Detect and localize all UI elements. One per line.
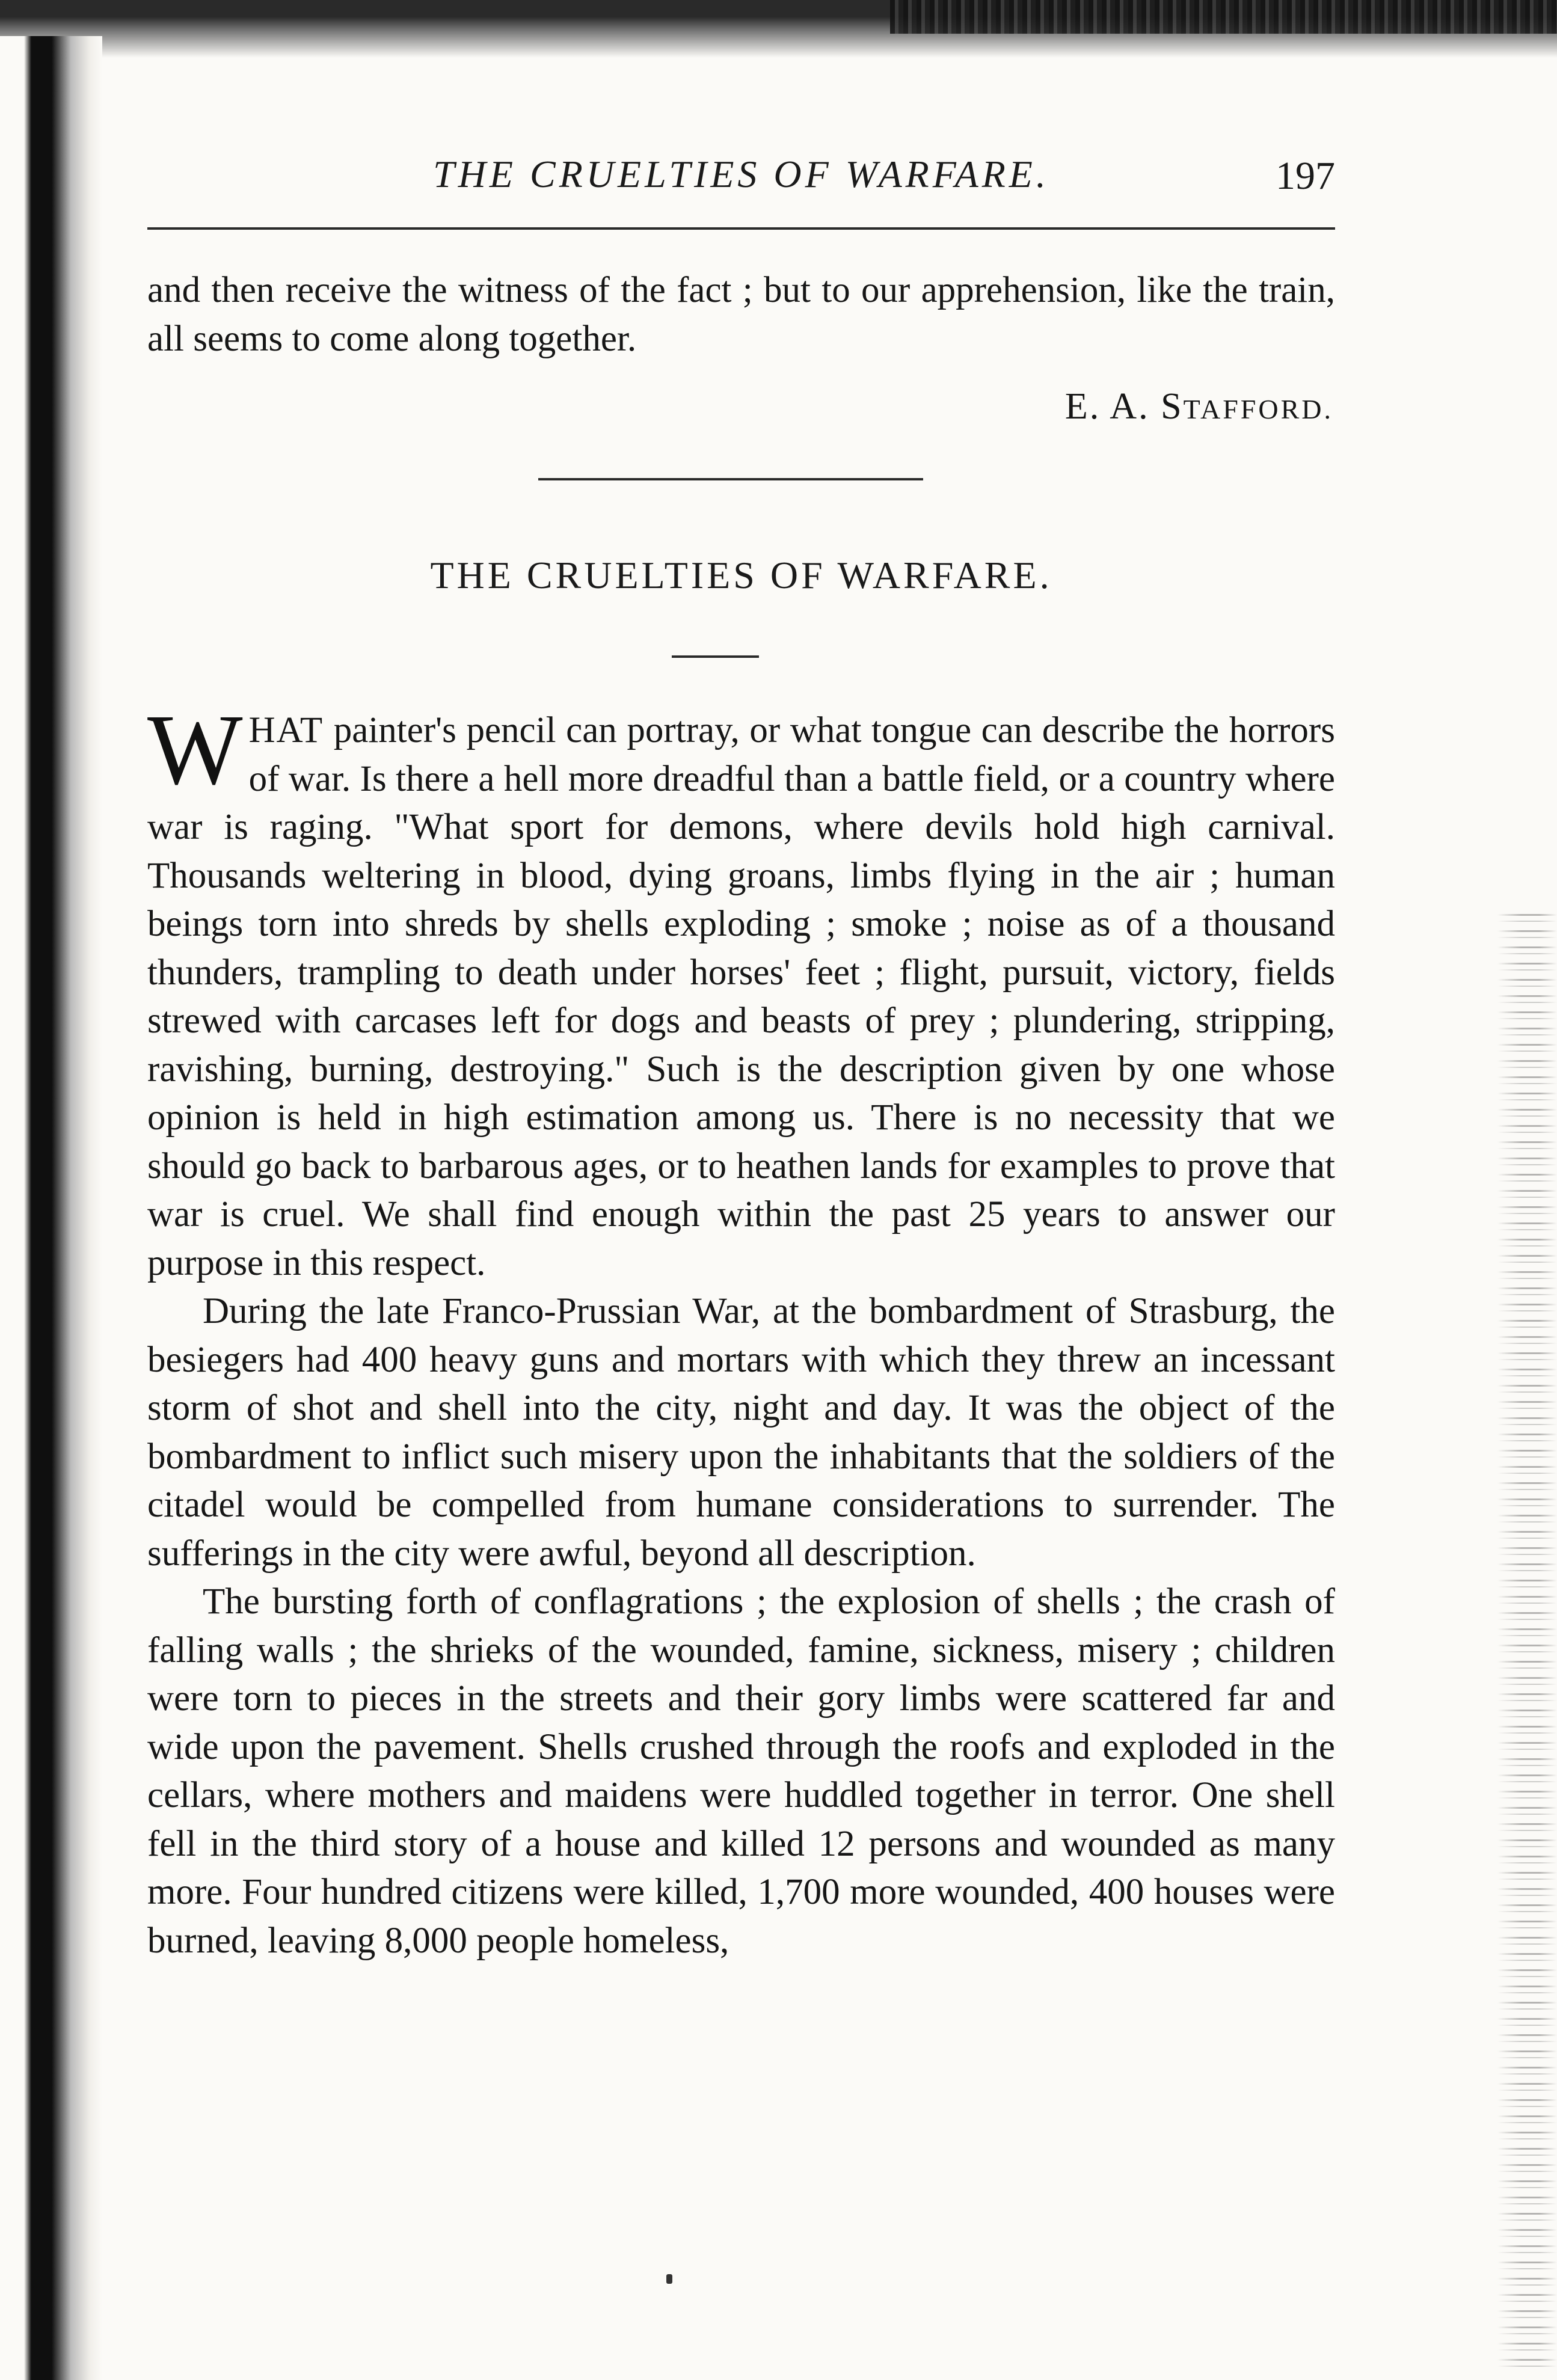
article-separator-rule [538, 478, 923, 480]
scan-tape-strip [890, 0, 1557, 34]
article-body [147, 694, 1335, 1965]
paragraph-3: The bursting forth of conflagrations ; the explosion of shells ; the crash of falling walls ; the shrieks of the wounded, famine, sickness, misery ; children were torn to pieces in the streets and their gory limbs were scattered far and wide upon the pavement. Shells crushed through the roofs and exploded in the cellars, where mothers and maidens were huddled together in terror. One shell fell in the third story of a house and killed 12 persons and wounded as many more. Four hundred citizens were killed, 1,700 more wounded, 400 houses were burned, leaving 8,000 people homeless, [147, 1581, 1335, 1961]
article-title: THE CRUELTIES OF WARFARE. [430, 554, 1052, 597]
page-number: 197 [1276, 154, 1335, 198]
previous-article-ending [147, 266, 1335, 363]
running-head-title: THE CRUELTIES OF WARFARE. [433, 153, 1049, 195]
book-binding-shadow [0, 36, 102, 2380]
drop-cap: W [147, 694, 243, 806]
previous-article-text: and then receive the witness of the fact ; but to our apprehension, like the train, all seems to come along together. [147, 270, 1335, 359]
running-head [147, 147, 1335, 213]
author-signature [1065, 385, 1333, 428]
scan-top-edge [0, 0, 1557, 58]
signature-initials: E. A. S [1064, 386, 1184, 427]
paragraph-1-text: painter's pencil can portray, or what tongue can describe the horrors of war. Is there a hell more dreadful than a battle field, or a country where war is raging. "What sport for demons, where devils hold high carnival. Thousands weltering in blood, dying groans, limbs flying in the air ; human beings torn into shreds by shells exploding ; smoke ; noise as of a thousand thunders, trampling to death under horses' feet ; flight, pursuit, victory, fields strewed with carcases left for dogs and beasts of prey ; plundering, stripping, ravishing, burning, destroying." Such is the description given by one whose opinion is held in high estimation among us. There is no necessity that we should go back to barbarous ages, or to heathen lands for examples to prove that war is cruel. We shall find enough within the past 25 years to answer our purpose in this respect. [147, 710, 1335, 1283]
title-dash-rule [672, 655, 759, 658]
signature-surname: TAFFORD. [1183, 394, 1333, 425]
footer-mark [666, 2274, 672, 2284]
paragraph-1 [147, 694, 1335, 1287]
running-head-rule [147, 227, 1335, 230]
page-edge-marks [1497, 914, 1557, 2369]
opening-small-caps: HAT [248, 710, 324, 750]
paragraph-2: During the late Franco-Prussian War, at the bombardment of Strasburg, the besiegers had 400 heavy guns and mortars with which they threw an incessant storm of shot and shell into the city, night and day. It was the object of the bombardment to inflict such misery upon the inhabitants that the soldiers of the citadel would be compelled from humane considerations to surrender. The sufferings in the city were awful, beyond all description. [147, 1291, 1335, 1574]
